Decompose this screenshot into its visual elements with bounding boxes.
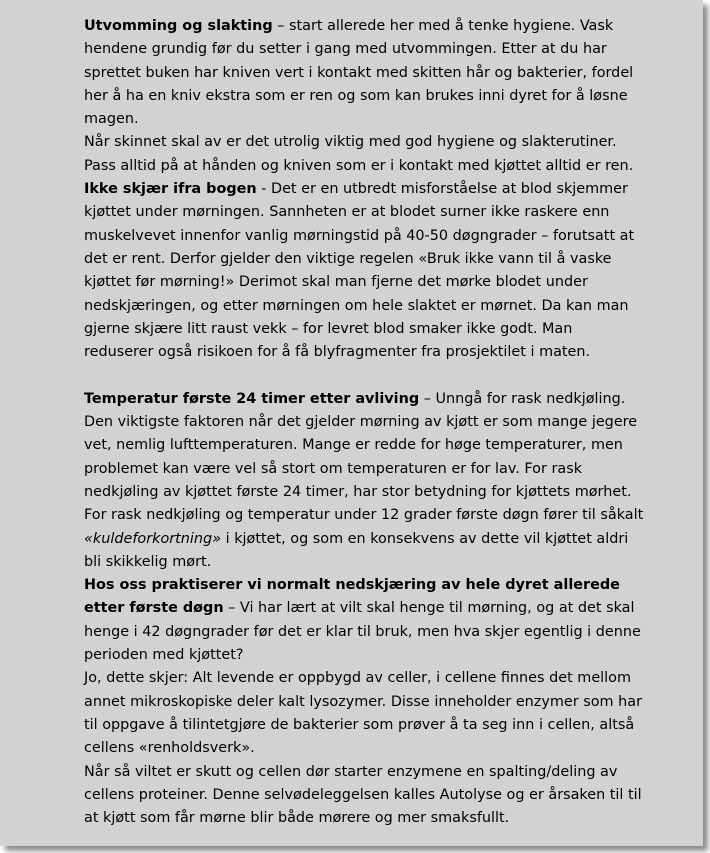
paragraph-autolyse [84, 761, 644, 831]
kuldeforkortning-term: «kuldeforkortning» [84, 530, 222, 547]
paragraph-text: – Vi har lært at vilt skal henge til mørning, og at det skal henge i 42 døgngrader før det er klar til bruk, men hva skjer egentlig i denne perioden med kjøttet? [84, 600, 641, 664]
heading-utvomming: Utvomming og slakting [84, 18, 273, 34]
paragraph-text: Jo, dette skjer: Alt levende er oppbygd av celler, i cellene finnes det mellom annet mikroskopiske deler kalt lysozymer. Disse inneholder enzymer som har til oppgave å tilintetgjøre de bakterier som prøver å ta seg inn i cellen, altså cellens «renholdsverk». [84, 670, 642, 757]
paragraph-text: - Det er en utbredt misforståelse at blod skjemmer kjøttet under mørningen. Sannheten er at blodet surner ikke raskere enn muskelvevet innenfor vanlig mørningstid på 40-50 døgngrader – forutsatt at det er rent. Derfor gjelder den viktige regelen «Bruk ikke vann til å vaske kjøttet før mørning!» Derimot skal man fjerne det mørke blodet under nedskjæringen, og etter mørningen om hele slaktet er mørnet. Da kan man gjerne skjære litt raust vekk – for levret blod smaker ikke godt. Man reduserer også risikoen for å få blyfragmenter fra prosjektilet i maten. [84, 181, 635, 361]
paragraph-utvomming [84, 15, 644, 131]
document-text [84, 15, 644, 830]
paragraph-text: – Unngå for rask nedkjøling. [419, 390, 626, 407]
heading-bogen: Ikke skjær ifra bogen [84, 181, 257, 198]
paragraph-lufttemperatur [84, 411, 644, 574]
blank-line [84, 364, 644, 387]
heading-nedskjaering: Hos oss praktiserer vi normalt nedskjæring av hele dyret allerede etter første døgn [84, 577, 620, 617]
paragraph-bogen [84, 178, 644, 364]
paragraph-skinnet [84, 131, 644, 178]
paragraph-temperatur [84, 388, 644, 411]
paragraph-text: Når skinnet skal av er det utrolig viktig med god hygiene og slakterutiner. Pass alltid på at hånden og kniven som er i kontakt med kjøttet alltid er ren. [84, 134, 634, 174]
heading-temperatur: Temperatur første 24 timer etter avliving [84, 390, 420, 407]
paragraph-text: – start allerede her med å tenke hygiene. Vask hendene grundig før du setter i gang med utvommingen. Etter at du har sprettet buken har kniven vert i kontakt med skitten hår og bakterier, fordel her å ha en kniv ekstra som er ren og som kan brukes inni dyret for å løsne magen. [84, 18, 634, 128]
paragraph-celler [84, 667, 644, 760]
paragraph-text-after: i kjøttet, og som en konsekvens av dette vil kjøttet aldri bli skikkelig mørt. [84, 530, 629, 570]
paragraph-nedskjaering [84, 574, 644, 667]
paragraph-text: Når så viltet er skutt og cellen dør starter enzymene en spalting/deling av cellens proteiner. Denne selvødeleggelsen kalles Autolyse og er årsaken til til at kjøtt som får mørne blir både mørere og mer smaksfullt. [84, 763, 642, 827]
paragraph-text: Den viktigste faktoren når det gjelder mørning av kjøtt er som mange jegere vet, nemlig lufttemperaturen. Mange er redde for høge temperaturer, men problemet kan være vel så stort om temperaturen er for lav. For rask nedkjøling av kjøttet første 24 timer, har stor betydning for kjøttets mørhet. For rask nedkjøling og temperatur under 12 grader første døgn fører til såkalt [84, 414, 644, 524]
